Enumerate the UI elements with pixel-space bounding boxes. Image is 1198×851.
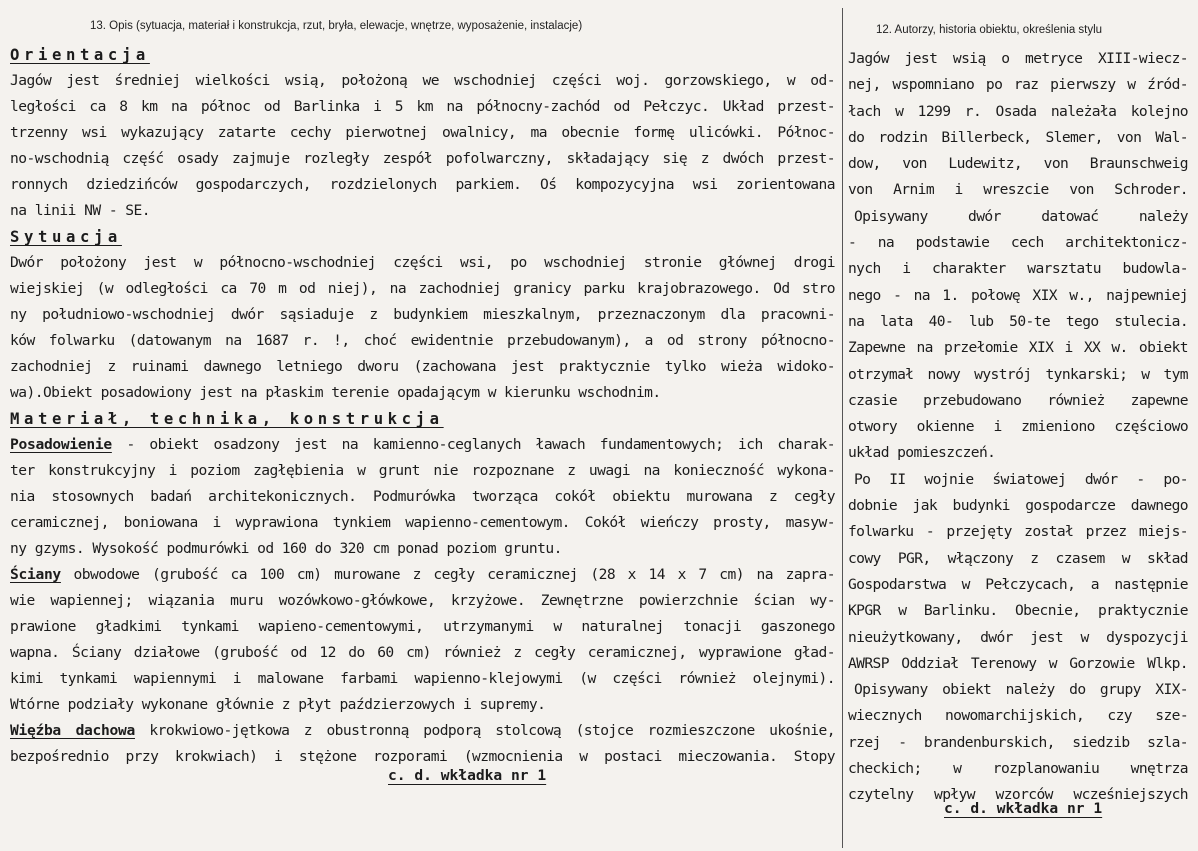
- section-heading-material: Materiał, technika, konstrukcja: [10, 410, 444, 428]
- text-line: dow, von Ludewitz, von Braunschweig: [848, 155, 1188, 173]
- text-line: - na podstawie cech architektonicz-: [848, 234, 1188, 252]
- text-line: czytelny wpływ wzorców wcześniejszych: [848, 786, 1188, 804]
- text-line: łach w 1299 r. Osada należała kolejno: [848, 102, 1188, 120]
- text-line: Opisywany obiekt należy do grupy XIX-: [854, 681, 1188, 699]
- text-line: nego - na 1. połowę XIX w., najpewniej: [848, 286, 1188, 304]
- text-line: prawione gładkimi tynkami wapieno-cementowymi, utrzymanymi w naturalnej tonacji gaszonego: [10, 618, 835, 635]
- text-line: ter konstrukcyjny i poziom zagłębienia w grunt nie rozpoznane z uwagi na konieczność wykona-: [10, 462, 835, 479]
- text-line: folwarku - przejęty został przez miejs-: [848, 523, 1188, 541]
- text-line: checkich; w rozplanowaniu wnętrza: [848, 760, 1188, 778]
- text-line: na linii NW - SE.: [10, 202, 151, 219]
- text-line: rzej - brandenburskich, siedzib szla-: [848, 733, 1188, 751]
- text-line: nych i charakter warsztatu budowla-: [848, 260, 1188, 278]
- text-line: nej, wspomniano po raz pierwszy w źród-: [848, 76, 1188, 94]
- text-line: wa).Obiekt posadowiony jest na płaskim terenie opadającym w kierunku wschodnim.: [10, 384, 661, 401]
- text-line: ceramicznej, boniowana i wyprawiona tynkiem wapienno-cementowym. Cokół wieńczy prosty, masyw-: [10, 514, 835, 531]
- text-line: na lata 40- lub 50-te tego stulecia.: [848, 312, 1188, 330]
- text-line: Jagów jest wsią o metryce XIII-wiecz-: [848, 50, 1188, 67]
- text-line: ronnych dziedzińców gospodarczych, rozdzielonych parkiem. Oś kompozycyjna wsi zorientowana: [10, 176, 835, 193]
- text-line: układ pomieszczeń.: [848, 444, 996, 462]
- text-line: dobnie jak budynki gospodarcze dawnego: [848, 497, 1188, 515]
- text-line: Jagów jest średniej wielkości wsią, położoną we wschodniej części woj. gorzowskiego, w od-: [10, 72, 835, 89]
- sciany-label: Ściany: [10, 566, 61, 583]
- continued-note-left: c. d. wkładka nr 1: [388, 767, 547, 784]
- text-line: wiecznych nowomarchijskich, czy sze-: [848, 707, 1188, 725]
- text-line: ny południowo-wschodniej dwór sąsiaduje z budynkiem mieszkalnym, przeznaczonym dla pracowni-: [10, 306, 835, 323]
- description-column: [10, 0, 835, 851]
- column-divider: [842, 8, 843, 848]
- wiezba-line: [10, 718, 835, 744]
- continued-note-right: c. d. wkładka nr 1: [944, 800, 1103, 817]
- text-line: Zapewne na przełomie XIX i XX w. obiekt: [848, 339, 1188, 357]
- text-line: cowy PGR, włączony z czasem w skład: [848, 549, 1188, 567]
- text-line: nieużytkowany, dwór jest w dyspozycji: [848, 628, 1188, 646]
- text-line: Opisywany dwór datować należy: [854, 207, 1188, 225]
- wiezba-text: krokwiowo-jętkowa z obustronną podporą stolcową (stojce rozmieszczone ukośnie,: [134, 722, 835, 739]
- posadowienie-line: [10, 432, 835, 458]
- text-line: do rodzin Billerbeck, Slemer, von Wal-: [848, 128, 1188, 146]
- text-line: wiejskiej (w odległości ca 70 m od niej), na zachodniej granicy parku krajobrazowego. Od stro: [10, 280, 835, 297]
- text-line: czasie przebudowano również zapewne: [848, 391, 1188, 409]
- text-line: otrzymał nowy wystrój tynkarski; w tym: [848, 365, 1188, 383]
- sciany-text: obwodowe (grubość ca 100 cm) murowane z cegły ceramicznej (28 x 14 x 7 cm) na zapra-: [60, 566, 835, 583]
- posadowienie-text: - obiekt osadzony jest na kamienno-ceglanych ławach fundamentowych; ich charak-: [111, 436, 835, 453]
- text-line: bezpośrednio przy krokwiach) i stężone rozporami (wzmocnienia w postaci mieczowania. Stopy: [10, 748, 835, 765]
- text-line: von Arnim i wreszcie von Schroder.: [848, 181, 1188, 199]
- text-line: zachodniej z ruinami dawnego letniego dworu (zachowana jest praktycznie tylko wieża widoko-: [10, 358, 835, 375]
- text-line: KPGR w Barlinku. Obecnie, praktycznie: [848, 602, 1188, 620]
- posadowienie-label: Posadowienie: [10, 436, 112, 453]
- history-body: [848, 46, 1188, 809]
- text-line: no-wschodnią część osady zajmuje rozległy zespół pofolwarczny, składający się z dwóch przest-: [10, 150, 835, 167]
- text-line: wapna. Ściany działowe (grubość od 12 do 60 cm) również z cegły ceramicznej, wyprawione gład-: [10, 644, 835, 661]
- wiezba-label: Więźba dachowa: [10, 722, 135, 739]
- text-line: otwory okienne i zmieniono częściowo: [848, 418, 1188, 436]
- text-line: nia stosownych badań architekonicznych. Podmurówka tworząca cokół obiektu murowana z cegły: [10, 488, 835, 505]
- text-line: ległości ca 8 km na północ od Barlinka i 5 km na północny-zachód od Pełczyc. Układ przest-: [10, 98, 835, 115]
- text-line: trzenny wsi wykazujący zatarte cechy pierwotnej owalnicy, ma obecnie formę ulicówki. Północ-: [10, 124, 835, 141]
- sciany-line: [10, 562, 835, 588]
- text-line: Po II wojnie światowej dwór - po-: [854, 470, 1188, 488]
- text-line: AWRSP Oddział Terenowy w Gorzowie Wlkp.: [848, 654, 1188, 672]
- history-column-header: 12. Autorzy, historia obiektu, określenia stylu: [876, 24, 1103, 36]
- description-body: [10, 42, 835, 770]
- text-line: ków folwarku (datowanym na 1687 r. !, choć ewidentnie przebudowanym), a od strony północno-: [10, 332, 835, 349]
- text-line: ny gzyms. Wysokość podmurówki od 160 do 320 cm ponad poziom gruntu.: [10, 540, 562, 557]
- description-column-header: 13. Opis (sytuacja, materiał i konstrukcja, rzut, bryła, elewacje, wnętrze, wyposażenie, instalacje): [90, 20, 583, 32]
- text-line: kimi tynkami wapiennymi i malowane farbami wapienno-klejowymi (w części również olejnymi).: [10, 670, 835, 687]
- history-column: [848, 0, 1188, 851]
- text-line: Wtórne podziały wykonane głównie z płyt paździerzowych i supremy.: [10, 696, 546, 713]
- text-line: Dwór położony jest w północno-wschodniej części wsi, po wschodniej stronie głównej drogi: [10, 254, 835, 271]
- text-line: wie wapiennej; wiązania muru wozówkowo-główkowe, krzyżowe. Zewnętrzne powierzchnie ścian wy-: [10, 592, 835, 609]
- section-heading-sytuacja: Sytuacja: [10, 228, 122, 246]
- section-heading-orientacja: Orientacja: [10, 46, 150, 64]
- text-line: Gospodarstwa w Pełczycach, a następnie: [848, 575, 1188, 593]
